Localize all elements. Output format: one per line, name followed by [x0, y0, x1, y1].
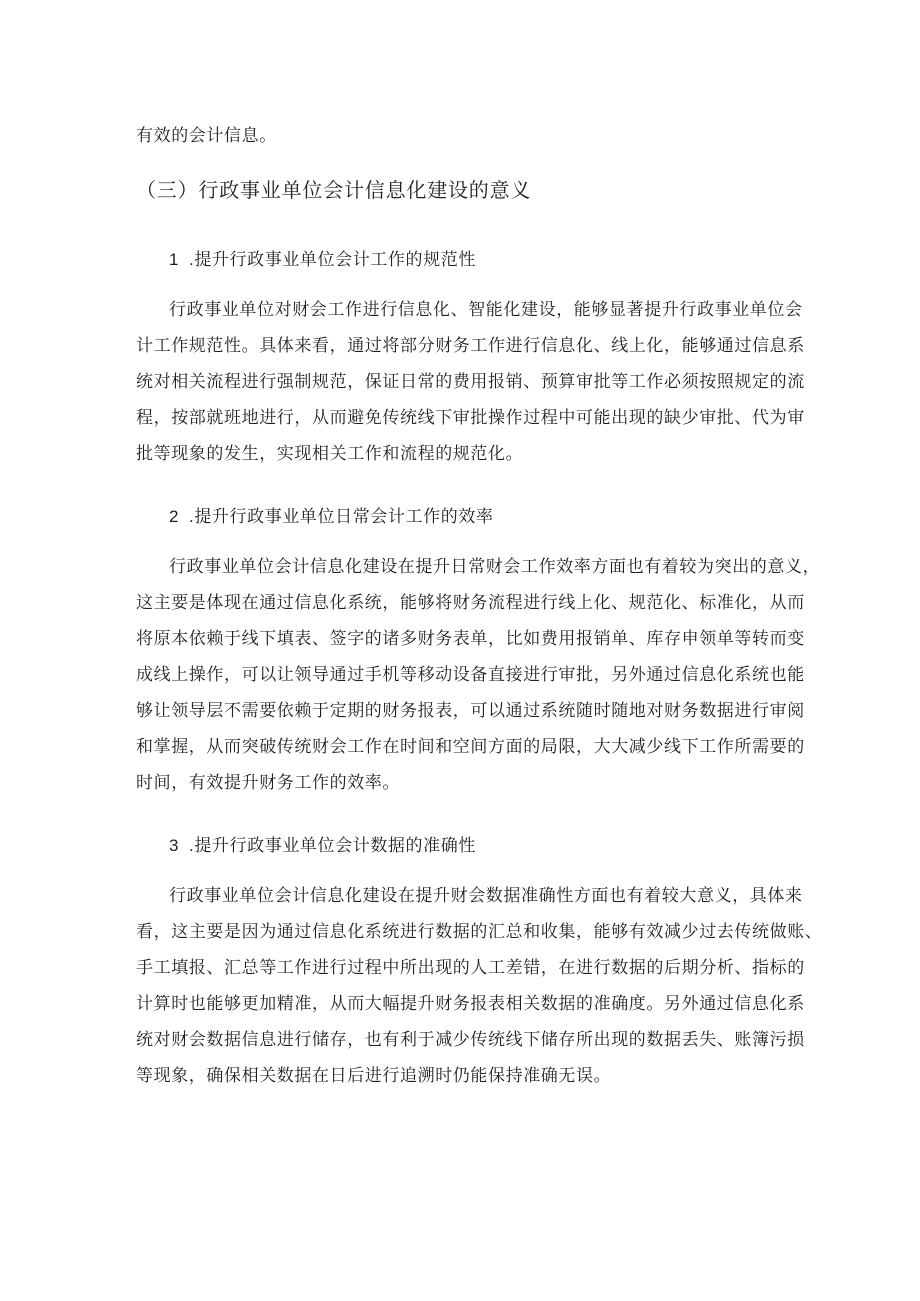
paragraph-line: 够让领导层不需要依赖于定期的财务报表，可以通过系统随时随地对财务数据进行审阅: [136, 701, 805, 721]
subsection-number: 2: [169, 507, 180, 526]
subsection-heading-3: [169, 834, 476, 858]
paragraph-line: 行政事业单位对财会工作进行信息化、智能化建设，能够显著提升行政事业单位会: [169, 300, 803, 320]
paragraph-line: 手工填报、汇总等工作进行过程中所出现的人工差错，在进行数据的后期分析、指标的: [136, 958, 805, 978]
paragraph-line: 有效的会计信息。: [136, 126, 277, 146]
paragraph-line: 行政事业单位会计信息化建设在提升日常财会工作效率方面也有着较为突出的意义，: [169, 557, 821, 577]
paragraph-line: 等现象，确保相关数据在日后进行追溯时仍能保持准确无误。: [136, 1066, 612, 1086]
subsection-title: .提升行政事业单位会计数据的准确性: [189, 836, 476, 855]
paragraph-line: 计算时也能够更加精准，从而大幅提升财务报表相关数据的准确度。另外通过信息化系: [136, 994, 805, 1014]
paragraph-line: 时间，有效提升财务工作的效率。: [136, 773, 400, 793]
subsection-number: 3: [169, 836, 180, 855]
paragraph-line: 行政事业单位会计信息化建设在提升财会数据准确性方面也有着较大意义，具体来: [169, 886, 803, 906]
subsection-title: .提升行政事业单位会计工作的规范性: [189, 250, 476, 269]
paragraph-line: 程，按部就班地进行，从而避免传统线下审批操作过程中可能出现的缺少审批、代为审: [136, 408, 805, 428]
paragraph-line: 将原本依赖于线下填表、签字的诸多财务表单，比如费用报销单、库存申领单等转而变: [136, 629, 805, 649]
paragraph-line: 看，这主要是因为通过信息化系统进行数据的汇总和收集，能够有效减少过去传统做账、: [136, 922, 823, 942]
subsection-number: 1: [169, 250, 180, 269]
paragraph-line: 统对相关流程进行强制规范，保证日常的费用报销、预算审批等工作必须按照规定的流: [136, 372, 805, 392]
paragraph-line: 和掌握，从而突破传统财会工作在时间和空间方面的局限，大大减少线下工作所需要的: [136, 737, 805, 757]
paragraph-line: 批等现象的发生，实现相关工作和流程的规范化。: [136, 444, 524, 464]
paragraph-line: 这主要是体现在通过信息化系统，能够将财务流程进行线上化、规范化、标准化，从而: [136, 593, 805, 613]
subsection-heading-1: [169, 248, 476, 272]
section-heading: （三）行政事业单位会计信息化建设的意义: [136, 178, 532, 202]
paragraph-line: 计工作规范性。具体来看，通过将部分财务工作进行信息化、线上化，能够通过信息系: [136, 336, 805, 356]
subsection-heading-2: [169, 505, 494, 529]
subsection-title: .提升行政事业单位日常会计工作的效率: [189, 507, 494, 526]
paragraph-line: 成线上操作，可以让领导通过手机等移动设备直接进行审批，另外通过信息化系统也能: [136, 665, 805, 685]
paragraph-line: 统对财会数据信息进行储存，也有利于减少传统线下储存所出现的数据丢失、账簿污损: [136, 1030, 805, 1050]
